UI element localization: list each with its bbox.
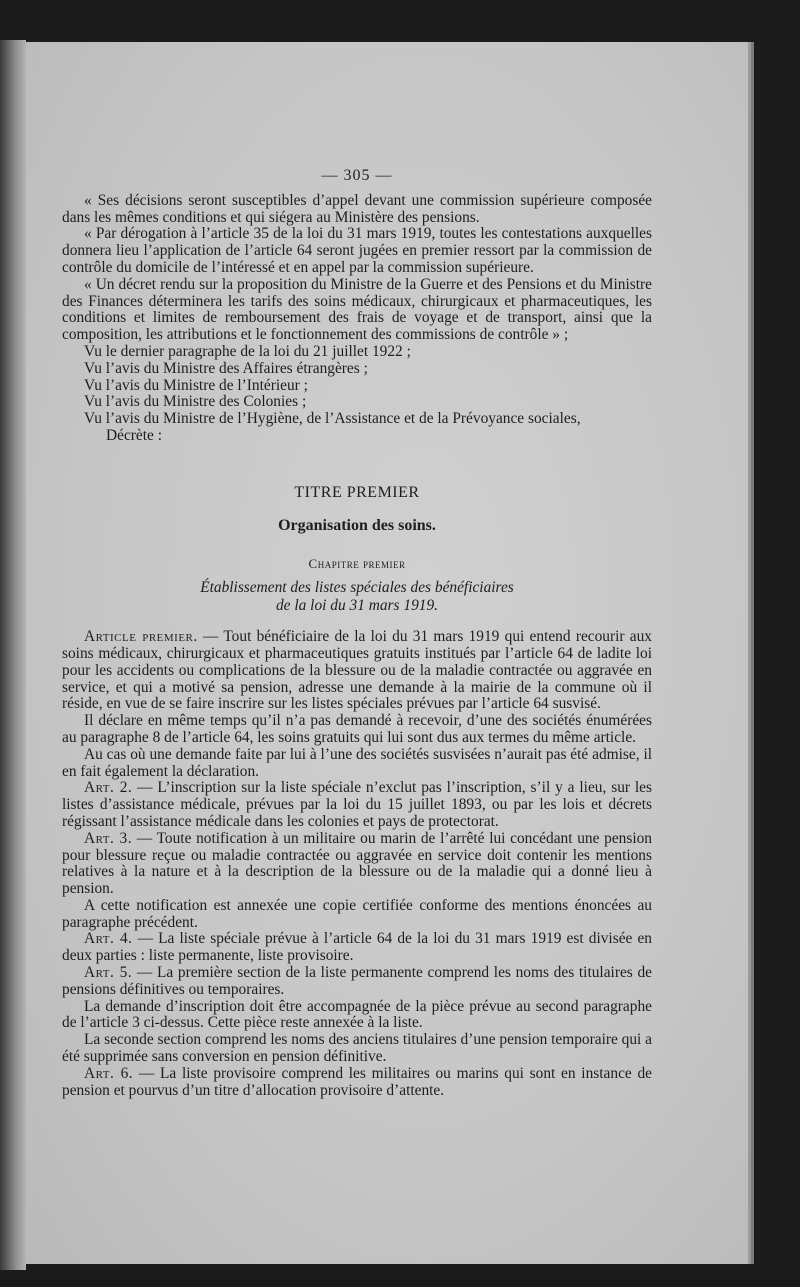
article-1-paragraph-2 xyxy=(62,713,652,747)
title-heading: TITRE PREMIER xyxy=(294,483,420,501)
article-label: Art. 4. xyxy=(84,930,133,948)
paragraph-decree: « Un décret rendu sur la proposition du Ministre de la Guerre et des Pensions et du Ministre des Finances déterminera les tarifs des soins médicaux, chirurgicaux et pharmaceutiques, les conditions et limites de remboursement des frais de voyage et de transport, ainsi que la composition, les attributions et le fonctionnement des commissions de contrôle » ; xyxy=(62,275,652,344)
section-heading-line1: Établissement des listes spéciales des bénéficiaires xyxy=(200,579,514,597)
article-text: A cette notification est annexée une copie certifiée conforme des mentions énoncées au paragraphe précédent. xyxy=(62,896,652,931)
subtitle-heading: Organisation des soins. xyxy=(278,516,436,534)
article-text: Au cas où une demande faite par lui à l’une des sociétés susvisées n’aurait pas été admise, il en fait également la déclaration. xyxy=(62,745,652,780)
paragraph-vu-affaires-etrangeres: Vu l’avis du Ministre des Affaires étrangères ; xyxy=(84,359,368,377)
document-page xyxy=(26,42,748,1264)
article-2 xyxy=(62,780,652,830)
article-text: La seconde section comprend les noms des anciens titulaires d’une pension temporaire qui a été supprimée sans conversion en pension définitive. xyxy=(62,1031,652,1066)
page-number: — 305 — xyxy=(321,167,393,184)
section-heading-line2: de la loi du 31 mars 1919. xyxy=(275,597,439,615)
adjacent-page-edge xyxy=(0,40,26,1270)
paragraph-vu-hygiene: Vu l’avis du Ministre de l’Hygiène, de l’Assistance et de la Prévoyance sociales, xyxy=(84,410,581,428)
article-1-paragraph-3 xyxy=(62,747,652,781)
paragraph-vu-interieur: Vu l’avis du Ministre de l’Intérieur ; xyxy=(84,376,308,394)
article-5-paragraph-3 xyxy=(62,1032,652,1066)
article-text: — La première section de la liste permanente comprend les noms des titulaires de pensions définitives ou temporaires. xyxy=(62,964,653,998)
article-3-paragraph-2 xyxy=(62,898,652,932)
article-6 xyxy=(62,1066,652,1100)
section-heading xyxy=(62,579,652,615)
article-text: — Toute notification à un militaire ou marin de l’arrêté lui concédant une pension pour blessure reçue ou maladie contractée ou aggravée en service doit contenir les mentions relatives à la nature et à la description de la blessure ou de la maladie qui a donné lieu à pension. xyxy=(62,829,652,898)
chapter-heading: Chapitre premier xyxy=(308,556,406,572)
article-label: Art. 3. xyxy=(84,829,133,847)
article-label: Art. 5. xyxy=(84,964,133,982)
article-4 xyxy=(62,931,652,965)
page-content xyxy=(62,168,652,1099)
paragraph-vu-colonies: Vu l’avis du Ministre des Colonies ; xyxy=(84,393,307,411)
article-1 xyxy=(62,629,652,713)
article-text: — La liste provisoire comprend les militaires ou marins qui sont en instance de pension et pourvus d’un titre d’allocation provisoire d’attente. xyxy=(62,1064,652,1099)
article-text: — L’inscription sur la liste spéciale n’exclut pas l’inscription, s’il y a lieu, sur les listes d’assistance médicale, prévues par la loi du 15 juillet 1893, ou par les lois et décrets régissant l’assistance médicale dans les colonies et pays de protectorat. xyxy=(62,779,652,830)
article-3 xyxy=(62,831,652,898)
article-text: La demande d’inscription doit être accompagnée de la pièce prévue au second paragraphe de l’article 3 ci-dessus. Cette pièce reste annexée à la liste. xyxy=(62,997,652,1032)
paragraph-decrete: Décrète : xyxy=(106,426,162,444)
article-label: Article premier. xyxy=(84,628,198,646)
article-text: — La liste spéciale prévue à l’article 64 de la loi du 31 mars 1919 est divisée en deux parties : liste permanente, liste provisoire. xyxy=(62,930,652,965)
paragraph-vu-1922: Vu le dernier paragraphe de la loi du 21 juillet 1922 ; xyxy=(84,342,411,360)
article-5 xyxy=(62,965,652,999)
article-label: Art. 6. xyxy=(84,1064,134,1082)
article-text: Il déclare en même temps qu’il n’a pas demandé à recevoir, d’une des sociétés énumérées au paragraphe 8 de l’article 64, les soins gratuits qui lui sont dus aux termes du même article. xyxy=(62,712,652,746)
article-text: — Tout bénéficiaire de la loi du 31 mars 1919 qui entend recourir aux soins médicaux, chirurgicaux et pharmaceutiques gratuits institués par l’article 64 de ladite loi pour les accidents ou complications de la blessure ou de la maladie contractée ou aggravée en service, et qui a motivé sa pension, adresse une demande à la mairie de la commune où il réside, en vue de se faire inscrire sur les listes spéciales prévues par l’article 64 susvisé. xyxy=(62,628,652,713)
paragraph-appeal: « Ses décisions seront susceptibles d’appel devant une commission supérieure composée dans les mêmes conditions et qui siégera au Ministère des pensions. xyxy=(62,191,652,226)
article-label: Art. 2. xyxy=(84,779,133,797)
article-5-paragraph-2 xyxy=(62,999,652,1033)
paragraph-derogation: « Par dérogation à l’article 35 de la loi du 31 mars 1919, toutes les contestations auxquelles donnera lieu l’application de l’article 64 seront jugées en premier ressort par la commission de contrôle du domicile de l’intéressé et en appel par la commission supérieure. xyxy=(62,225,652,276)
